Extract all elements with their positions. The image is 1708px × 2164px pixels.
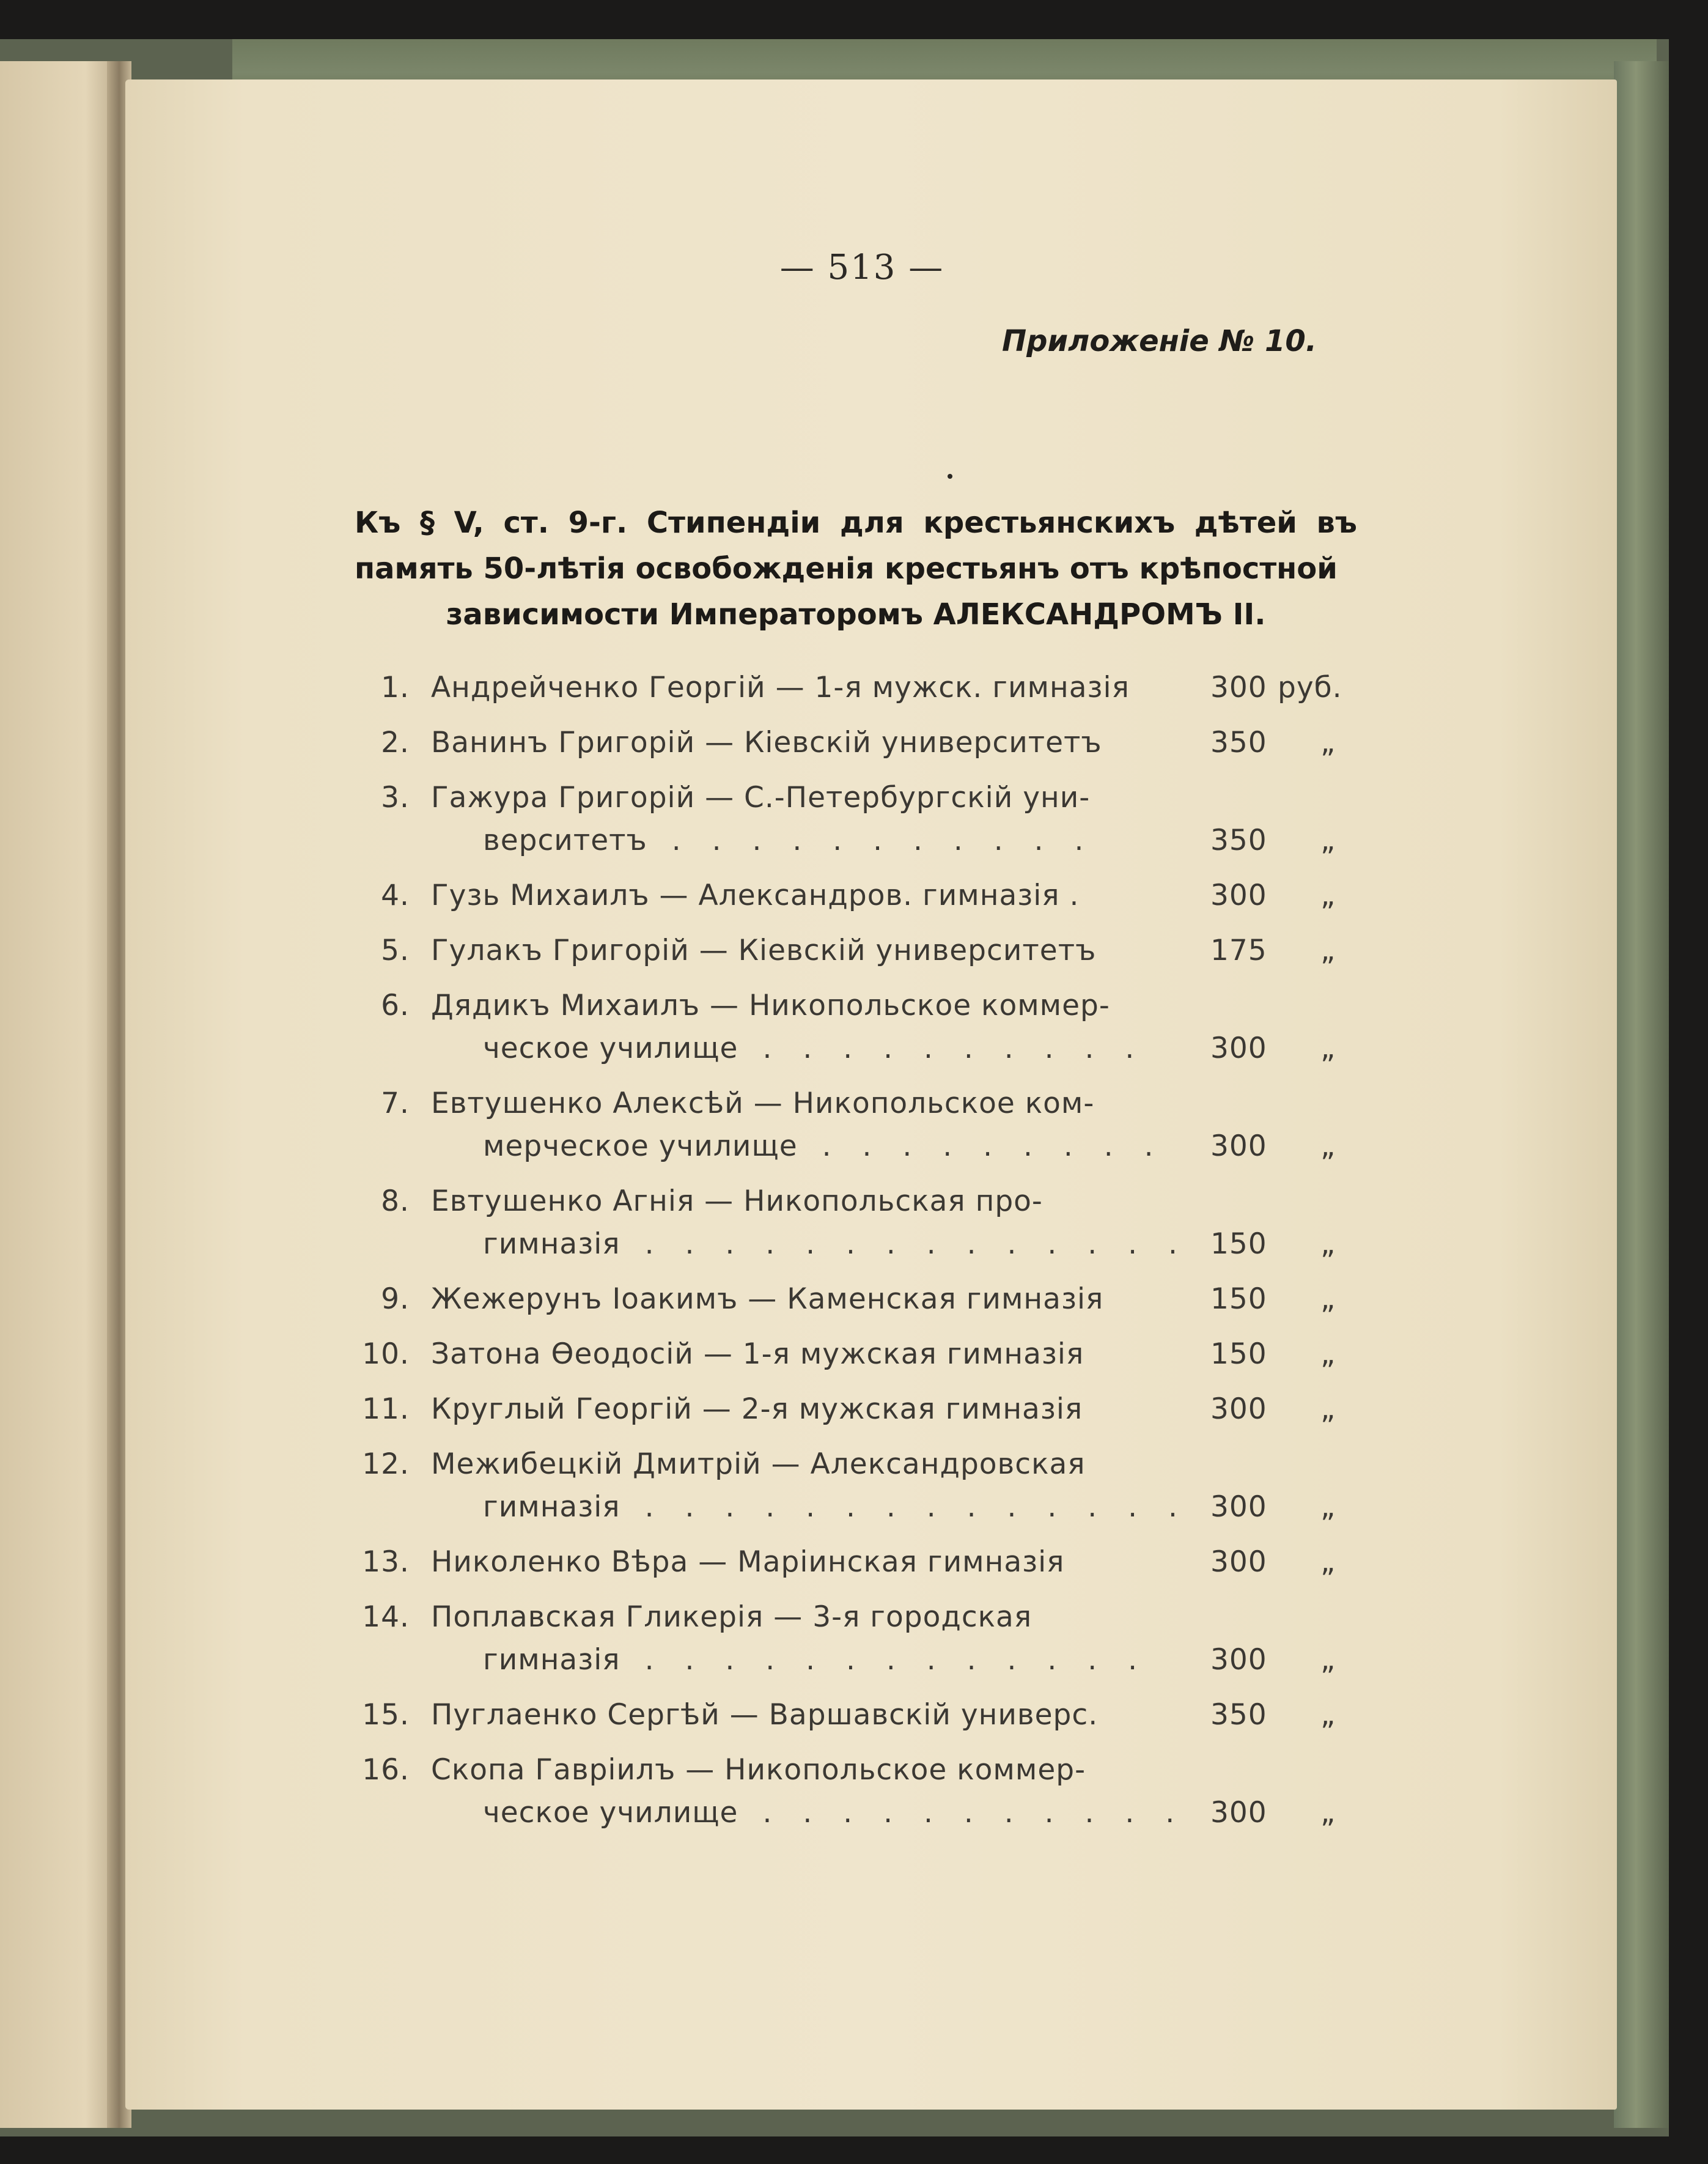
entry-number: 4. (381, 879, 410, 912)
entry-line (342, 1541, 1375, 1584)
list-item (342, 1694, 1375, 1737)
entry-continuation (483, 1223, 1188, 1266)
entry-continuation-text: ческое училище (483, 1796, 738, 1830)
entry-line (342, 874, 1375, 917)
entry-number: 9. (381, 1282, 410, 1316)
entry-continuation (483, 819, 1094, 862)
entry-unit: „ (1320, 726, 1336, 759)
entry-name: Поплавская Гликерiя — 3-я городская (431, 1600, 1033, 1634)
entry-number: 13. (362, 1545, 410, 1579)
entry-name: Пуглаенко Сергѣй — Варшавскiй универс. (431, 1698, 1099, 1732)
page-number: — 513 — (779, 248, 944, 287)
entry-amount: 150 (1210, 1227, 1267, 1261)
entry-amount: 175 (1210, 934, 1267, 967)
entry-line (342, 1443, 1375, 1486)
entry-name: Гулакъ Григорiй — Кiевскiй университетъ (431, 934, 1097, 967)
entry-name: Скопа Гаврiилъ — Никопольское коммер- (431, 1753, 1086, 1787)
entry-unit: „ (1320, 1643, 1336, 1677)
list-item (342, 1388, 1375, 1431)
entry-number: 15. (362, 1698, 410, 1732)
entry-name: Затона Ѳеодосiй — 1-я мужская гимназiя (431, 1337, 1084, 1371)
heading-line-2: въ память 50-лѣтiя освобожденiя крестьянъ отъ крѣпостной (355, 506, 1357, 586)
entry-line (342, 1749, 1375, 1792)
entry-number: 10. (362, 1337, 410, 1371)
entry-line (342, 777, 1375, 819)
entry-amount: 300 (1210, 879, 1267, 912)
entry-number: 2. (381, 726, 410, 759)
entry-amount: 300 (1210, 1032, 1267, 1065)
entry-amount: 300 (1210, 1545, 1267, 1579)
entry-continuation (483, 1027, 1145, 1070)
dot-leader: . . . . . . . . . . . . . . (644, 1490, 1188, 1524)
entry-line (342, 1180, 1375, 1223)
entry-line (342, 722, 1375, 764)
entry-continuation-line (342, 1486, 1375, 1529)
entry-line (342, 1388, 1375, 1431)
entry-unit: „ (1320, 934, 1336, 967)
entry-name: Ванинъ Григорiй — Кiевскiй университетъ (431, 726, 1102, 759)
dot-leader: . . . . . . . . . . . (671, 824, 1095, 857)
scholarship-list (342, 667, 1375, 1847)
entry-continuation-text: гимназiя (483, 1490, 620, 1524)
entry-number: 8. (381, 1184, 410, 1218)
entry-name: Круглый Георгiй — 2-я мужская гимназiя (431, 1392, 1083, 1426)
entry-number: 5. (381, 934, 410, 967)
entry-number: 14. (362, 1600, 410, 1634)
entry-name: Евтушенко Алексѣй — Никопольское ком- (431, 1087, 1095, 1120)
entry-unit: „ (1320, 1129, 1336, 1163)
entry-name: Гузь Михаилъ — Александров. гимназiя . (431, 879, 1080, 912)
heading-line-1: Къ § V, ст. 9-г. Стипендiи для крестьянскихъ дѣтей (355, 506, 1297, 540)
list-item (342, 1749, 1375, 1834)
entry-amount: 150 (1210, 1337, 1267, 1371)
entry-name: Межибецкiй Дмитрiй — Александровская (431, 1447, 1086, 1481)
entry-amount: 150 (1210, 1282, 1267, 1316)
list-item (342, 1333, 1375, 1376)
entry-continuation (483, 1486, 1188, 1529)
entry-name: Андрейченко Георгiй — 1-я мужск. гимназiя (431, 671, 1130, 704)
entry-continuation-line (342, 1223, 1375, 1266)
list-item (342, 1443, 1375, 1529)
dot-leader: . . . . . . . . . (822, 1129, 1165, 1163)
entry-unit: „ (1320, 1337, 1336, 1371)
dot-leader: . . . . . . . . . . . . . . (644, 1227, 1188, 1261)
entry-unit: „ (1320, 824, 1336, 857)
heading-line-3: зависимости Императоромъ АЛЕКСАНДРОМЪ II. (446, 597, 1266, 632)
entry-continuation-text: мерческое училище (483, 1129, 798, 1163)
entry-number: 1. (381, 671, 410, 704)
list-item (342, 1541, 1375, 1584)
list-item (342, 1278, 1375, 1321)
entry-amount: 300 (1210, 1129, 1267, 1163)
list-item (342, 1082, 1375, 1168)
entry-number: 3. (381, 781, 410, 814)
entry-unit: „ (1320, 879, 1336, 912)
dot-leader: . . . . . . . . . . (762, 1032, 1146, 1065)
ink-dot (948, 474, 952, 479)
entry-continuation-text: верситетъ (483, 824, 647, 857)
entry-amount: 350 (1210, 726, 1267, 759)
entry-continuation-line (342, 1027, 1375, 1070)
entry-continuation-text: ческое училище (483, 1032, 738, 1065)
entry-continuation-line (342, 1639, 1375, 1682)
entry-name: Дядикъ Михаилъ — Никопольское коммер- (431, 989, 1110, 1022)
entry-continuation (483, 1639, 1148, 1682)
entry-unit: руб. (1278, 671, 1342, 704)
entry-amount: 300 (1210, 1643, 1267, 1677)
entry-line (342, 1694, 1375, 1737)
list-item (342, 777, 1375, 862)
entry-unit: „ (1320, 1796, 1336, 1830)
entry-continuation-line (342, 1792, 1375, 1834)
entry-line (342, 984, 1375, 1027)
entry-name: Гажура Григорiй — С.-Петербургскiй уни- (431, 781, 1091, 814)
entry-continuation-line (342, 819, 1375, 862)
list-item (342, 1180, 1375, 1266)
entry-name: Евтушенко Агнiя — Никопольская про- (431, 1184, 1043, 1218)
entry-amount: 300 (1210, 1796, 1267, 1830)
entry-name: Жежерунъ Iоакимъ — Каменская гимназiя (431, 1282, 1104, 1316)
entry-amount: 350 (1210, 1698, 1267, 1732)
entry-unit: „ (1320, 1227, 1336, 1261)
entry-continuation-text: гимназiя (483, 1227, 620, 1261)
entry-number: 6. (381, 989, 410, 1022)
list-item (342, 874, 1375, 917)
entry-unit: „ (1320, 1545, 1336, 1579)
entry-unit: „ (1320, 1698, 1336, 1732)
entry-continuation-text: гимназiя (483, 1643, 620, 1677)
entry-continuation-line (342, 1125, 1375, 1168)
entry-line (342, 1596, 1375, 1639)
entry-amount: 300 (1210, 671, 1267, 704)
entry-amount: 300 (1210, 1392, 1267, 1426)
entry-line (342, 1082, 1375, 1125)
book-cover-edge (1614, 61, 1669, 2128)
entry-number: 12. (362, 1447, 410, 1481)
entry-number: 11. (362, 1392, 410, 1426)
entry-number: 16. (362, 1753, 410, 1787)
entry-name: Николенко Вѣра — Марiинская гимназiя (431, 1545, 1065, 1579)
entry-unit: „ (1320, 1490, 1336, 1524)
entry-line (342, 1278, 1375, 1321)
entry-line (342, 1333, 1375, 1376)
appendix-label: Приложенie № 10. (1002, 324, 1317, 358)
entry-line (342, 667, 1375, 709)
entry-unit: „ (1320, 1282, 1336, 1316)
dot-leader: . . . . . . . . . . . (762, 1796, 1186, 1830)
entry-amount: 350 (1210, 824, 1267, 857)
list-item (342, 1596, 1375, 1682)
entry-continuation (483, 1792, 1185, 1834)
list-item (342, 722, 1375, 764)
list-item (342, 984, 1375, 1070)
list-item (342, 929, 1375, 972)
entry-unit: „ (1320, 1392, 1336, 1426)
entry-continuation (483, 1125, 1165, 1168)
section-heading (355, 500, 1357, 638)
entry-amount: 300 (1210, 1490, 1267, 1524)
entry-unit: „ (1320, 1032, 1336, 1065)
dot-leader: . . . . . . . . . . . . . (644, 1643, 1149, 1677)
facing-page-edge (0, 61, 122, 2128)
list-item (342, 667, 1375, 709)
entry-number: 7. (381, 1087, 410, 1120)
entry-line (342, 929, 1375, 972)
